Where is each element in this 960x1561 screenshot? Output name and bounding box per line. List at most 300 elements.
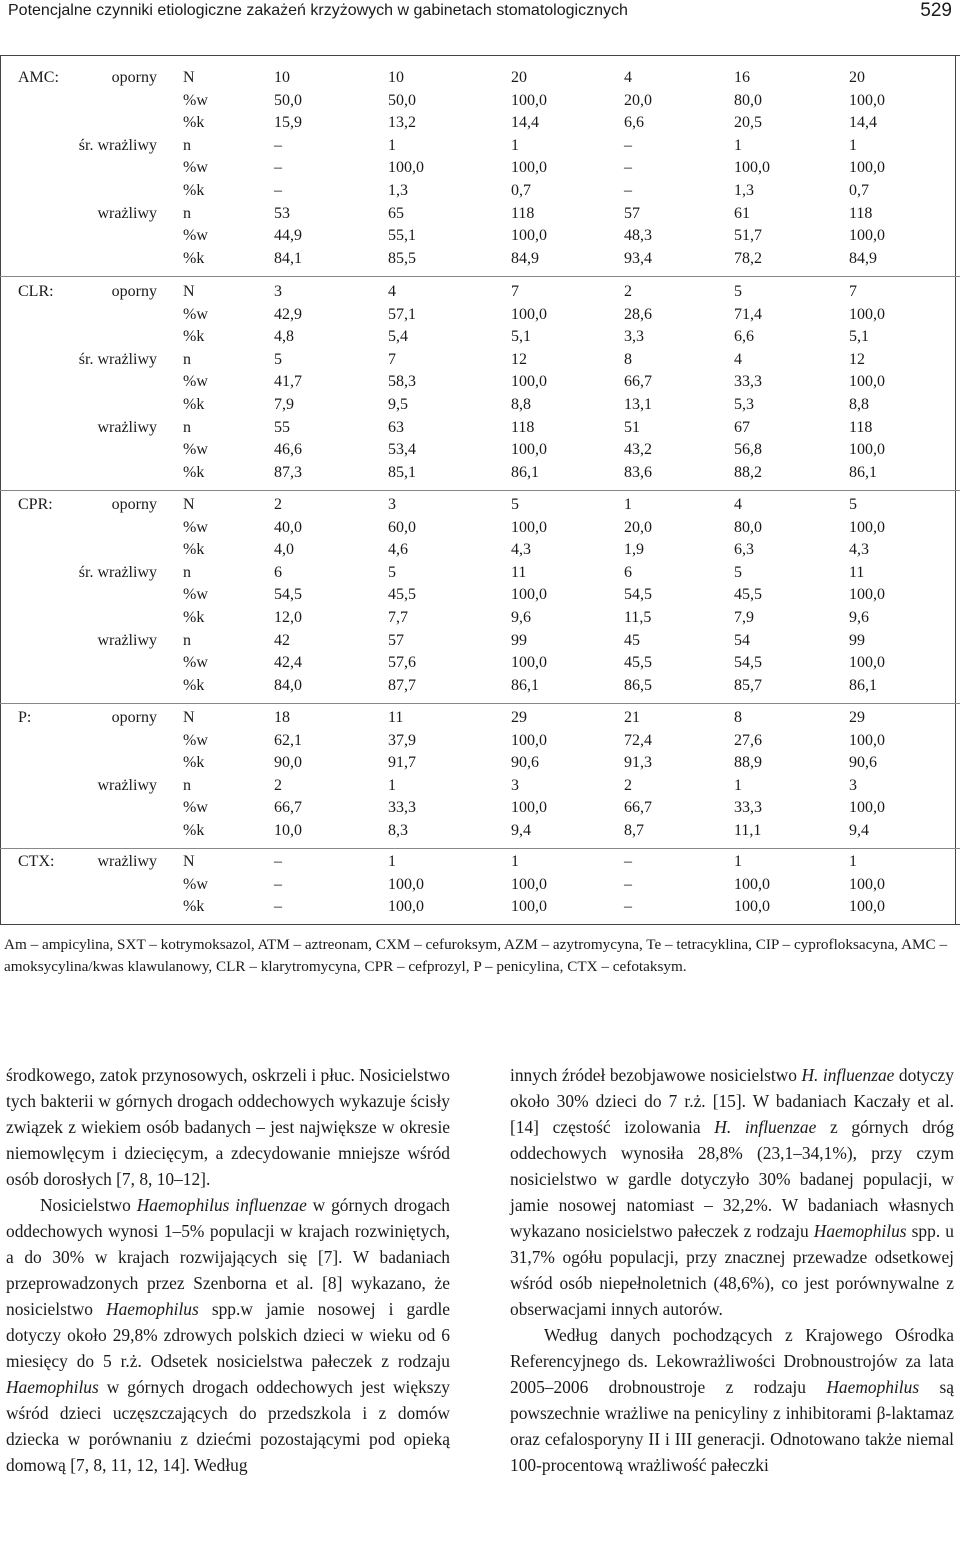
stat-label: %w xyxy=(183,731,208,749)
table-row xyxy=(0,494,960,516)
table-row xyxy=(0,874,960,896)
table-cell: 86,5 xyxy=(624,676,652,694)
table-cell: 100,0 xyxy=(388,898,424,916)
table-cell: 45,5 xyxy=(624,654,652,672)
table-cell: 1 xyxy=(511,136,519,154)
taxon-name: H. influenzae xyxy=(801,1065,895,1085)
table-cell: 15,9 xyxy=(274,114,302,132)
text-run: są powszechnie wrażliwe na penicyliny z inhibitorami β-laktamaz oraz cefalosporyny II i III generacji. Odnotowano także niemal 100-procentową wrażliwość pałeczki xyxy=(510,1377,954,1475)
table-cell: 45,5 xyxy=(388,586,416,604)
table-row xyxy=(0,539,960,561)
sensitivity-label: wrażliwy xyxy=(97,776,157,794)
table-row xyxy=(0,675,960,697)
table-cell: 4,8 xyxy=(274,328,294,346)
sensitivity-label: oporny xyxy=(111,283,157,300)
table-cell: 8 xyxy=(734,709,742,726)
table-cell: 14,4 xyxy=(849,114,877,132)
table-cell: 67 xyxy=(734,418,750,436)
table-cell: 100,0 xyxy=(511,586,547,604)
table-cell: 54,5 xyxy=(624,586,652,604)
table-cell: 100,0 xyxy=(511,227,547,245)
table-cell: 51 xyxy=(624,418,640,436)
left-text-column xyxy=(6,1062,450,1478)
table-cell: – xyxy=(274,136,282,154)
table-row xyxy=(0,112,960,134)
table-row xyxy=(0,797,960,819)
table-cell: 100,0 xyxy=(849,159,885,177)
table-cell: 11 xyxy=(849,563,865,581)
table-cell: 55 xyxy=(274,418,290,436)
table-cell: 80,0 xyxy=(734,91,762,109)
table-cell: 5 xyxy=(734,563,742,581)
antibiotic-label: AMC: xyxy=(18,69,59,86)
table-cell: – xyxy=(624,182,632,199)
paragraph xyxy=(510,1062,954,1322)
table-cell: 100,0 xyxy=(511,654,547,672)
stat-label: n xyxy=(183,136,191,154)
table-row xyxy=(0,417,960,439)
table-cell: 66,7 xyxy=(274,799,302,817)
stat-label: %k xyxy=(183,676,205,694)
table-cell: 65 xyxy=(388,204,404,222)
stat-label: %w xyxy=(183,373,208,391)
table-cell: 100,0 xyxy=(511,518,547,536)
table-cell: 37,9 xyxy=(388,731,416,749)
table-cell: 91,7 xyxy=(388,754,416,772)
stat-label: %w xyxy=(183,518,208,536)
table-cell: 33,3 xyxy=(734,799,762,817)
table-cell: 1 xyxy=(734,776,742,794)
sensitivity-label: oporny xyxy=(111,69,157,86)
table-cell: 100,0 xyxy=(511,91,547,109)
table-cell: 118 xyxy=(849,204,873,222)
table-cell: 5,4 xyxy=(388,328,408,346)
table-cell: 40,0 xyxy=(274,518,302,536)
table-cell: 3,3 xyxy=(624,328,644,346)
table-cell: 1 xyxy=(734,853,742,870)
table-cell: 100,0 xyxy=(849,518,885,536)
stat-label: n xyxy=(183,776,191,794)
table-cell: 28,6 xyxy=(624,305,652,323)
table-row xyxy=(0,304,960,326)
table-cell: 13,1 xyxy=(624,396,652,413)
table-cell: 33,3 xyxy=(388,799,416,817)
stat-label: %w xyxy=(183,91,208,109)
table-cell: 2 xyxy=(274,776,282,794)
table-cell: 100,0 xyxy=(511,373,547,391)
paragraph xyxy=(6,1192,450,1478)
table-cell: 60,0 xyxy=(388,518,416,536)
table-footnote: Am – ampicylina, SXT – kotrymoksazol, ATM – aztreonam, CXM – cefuroksym, AZM – azytromycyna, Te – tetracyklina, CIP – cyprofloksacyna, AMC – amoksycylina/kwas klawulanowy, CLR – klarytromycyna, CPR – cefprozyl, P – penicylina, CTX – cefotaksym. xyxy=(4,936,948,975)
antibiotic-label: CPR: xyxy=(18,496,53,513)
table-cell: 6 xyxy=(274,563,282,581)
table-cell: 9,6 xyxy=(511,609,531,626)
table-cell: 12 xyxy=(511,350,527,368)
table-cell: 85,7 xyxy=(734,676,762,694)
table-cell: 53,4 xyxy=(388,441,416,459)
table-cell: 6,3 xyxy=(734,541,754,559)
table-cell: 2 xyxy=(624,283,632,300)
table-cell: 100,0 xyxy=(849,731,885,749)
table-row xyxy=(0,707,960,729)
table-cell: 11,5 xyxy=(624,609,652,626)
table-cell: 85,5 xyxy=(388,249,416,267)
table-cell: 20,5 xyxy=(734,114,762,132)
table-cell: 9,4 xyxy=(511,822,531,839)
table-row xyxy=(0,248,960,270)
table-cell: 13,2 xyxy=(388,114,416,132)
text-run: innych źródeł bezobjawowe nosicielstwo xyxy=(510,1065,802,1085)
table-cell: 100,0 xyxy=(388,875,424,893)
table-cell: 20,0 xyxy=(624,518,652,536)
table-cell: 100,0 xyxy=(511,731,547,749)
table-cell: – xyxy=(624,853,632,870)
table-cell: 86,1 xyxy=(511,463,539,481)
table-cell: 7 xyxy=(849,283,857,300)
table-cell: 1 xyxy=(388,136,396,154)
table-cell: 9,4 xyxy=(849,822,869,839)
sensitivity-label: wrażliwy xyxy=(97,204,157,222)
table-cell: 11,1 xyxy=(734,822,762,839)
table-cell: 66,7 xyxy=(624,799,652,817)
table-cell: 44,9 xyxy=(274,227,302,245)
table-cell: – xyxy=(624,898,632,916)
table-cell: 1 xyxy=(849,853,857,870)
table-cell: 61 xyxy=(734,204,750,222)
table-cell: 86,1 xyxy=(849,676,877,694)
taxon-name: Haemophilus xyxy=(6,1377,99,1397)
table-row xyxy=(0,462,960,484)
table-row xyxy=(0,439,960,461)
table-cell: 66,7 xyxy=(624,373,652,391)
taxon-name: H. influenzae xyxy=(714,1117,817,1137)
sensitivity-label: oporny xyxy=(111,709,157,726)
table-cell: 18 xyxy=(274,709,290,726)
table-cell: 46,6 xyxy=(274,441,302,459)
table-cell: 9,6 xyxy=(849,609,869,626)
stat-label: %k xyxy=(183,898,205,916)
table-cell: 1 xyxy=(511,853,519,870)
table-cell: 0,7 xyxy=(849,182,869,199)
table-cell: 118 xyxy=(849,418,873,436)
table-cell: 10,0 xyxy=(274,822,302,839)
table-cell: 100,0 xyxy=(511,159,547,177)
table-cell: 5 xyxy=(388,563,396,581)
table-cell: 0,7 xyxy=(511,182,531,199)
table-cell: 88,2 xyxy=(734,463,762,481)
page-number: 529 xyxy=(920,0,952,21)
table-cell: 3 xyxy=(274,283,282,300)
stat-label: n xyxy=(183,350,191,368)
table-cell: 84,9 xyxy=(511,249,539,267)
table-cell: 57 xyxy=(388,631,404,649)
table-cell: 21 xyxy=(624,709,640,726)
table-cell: 99 xyxy=(849,631,865,649)
table-cell: 7,7 xyxy=(388,609,408,626)
table-cell: 5,1 xyxy=(511,328,531,346)
table-cell: 84,0 xyxy=(274,676,302,694)
stat-label: %w xyxy=(183,875,208,893)
table-row xyxy=(0,820,960,842)
table-cell: 87,7 xyxy=(388,676,416,694)
sensitivity-label: śr. wrażliwy xyxy=(78,563,157,581)
stat-label: %k xyxy=(183,114,205,132)
table-cell: 3 xyxy=(849,776,857,794)
table-cell: 100,0 xyxy=(849,91,885,109)
table-cell: 2 xyxy=(274,496,282,513)
table-cell: 7,9 xyxy=(734,609,754,626)
table-row xyxy=(0,326,960,348)
table-row xyxy=(0,349,960,371)
table-cell: 14,4 xyxy=(511,114,539,132)
table-row xyxy=(0,157,960,179)
stat-label: N xyxy=(183,709,195,726)
table-cell: 100,0 xyxy=(511,875,547,893)
table-cell: 1,3 xyxy=(388,182,408,199)
stat-label: n xyxy=(183,204,191,222)
table-cell: 63 xyxy=(388,418,404,436)
table-row xyxy=(0,652,960,674)
table-cell: 100,0 xyxy=(849,654,885,672)
taxon-name: Haemophilus xyxy=(826,1377,920,1397)
table-cell: 100,0 xyxy=(849,586,885,604)
table-cell: 84,1 xyxy=(274,249,302,267)
table-cell: 87,3 xyxy=(274,463,302,481)
table-cell: – xyxy=(274,159,282,177)
table-cell: 57 xyxy=(624,204,640,222)
table-cell: 78,2 xyxy=(734,249,762,267)
stat-label: %w xyxy=(183,441,208,459)
table-cell: 57,1 xyxy=(388,305,416,323)
table-cell: 48,3 xyxy=(624,227,652,245)
table-row xyxy=(0,203,960,225)
table-cell: 90,0 xyxy=(274,754,302,772)
stat-label: n xyxy=(183,418,191,436)
table-row xyxy=(0,630,960,652)
table-cell: 4 xyxy=(734,350,742,368)
text-run: w górnych drogach oddechowych wynosi 1–5% populacji w krajach rozwiniętych, a do 30% w krajach rozwijających się [7]. W badaniach przeprowadzonych przez Szenborna et al. [8] wykazano, że nosicielstwo xyxy=(6,1195,450,1319)
stat-label: N xyxy=(183,69,195,86)
table-cell: 100,0 xyxy=(849,441,885,459)
stat-label: %w xyxy=(183,159,208,177)
stat-label: %w xyxy=(183,305,208,323)
table-cell: 9,5 xyxy=(388,396,408,413)
table-row xyxy=(0,607,960,629)
table-row xyxy=(0,90,960,112)
table-cell: 8 xyxy=(624,350,632,368)
table-cell: 80,0 xyxy=(734,518,762,536)
table-cell: 5 xyxy=(511,496,519,513)
table-row xyxy=(0,371,960,393)
table-cell: 56,8 xyxy=(734,441,762,459)
table-cell: 45 xyxy=(624,631,640,649)
table-cell: 1,3 xyxy=(734,182,754,199)
table-cell: 3 xyxy=(388,496,396,513)
text-run: w górnych drogach oddechowych jest większy wśród dzieci uczęszczających do przedszkola i z domów dziecka w porównaniu z dziećmi pozostającymi pod opieką domową [7, 8, 11, 12, 14]. Według xyxy=(6,1377,450,1475)
stat-label: %k xyxy=(183,396,205,413)
table-cell: 8,7 xyxy=(624,822,644,839)
table-cell: 100,0 xyxy=(511,305,547,323)
table-cell: 54 xyxy=(734,631,750,649)
table-cell: 100,0 xyxy=(849,305,885,323)
right-text-column xyxy=(510,1062,954,1478)
table-cell: 43,2 xyxy=(624,441,652,459)
table-cell: 10 xyxy=(388,69,404,86)
table-cell: 54,5 xyxy=(274,586,302,604)
sensitivity-label: oporny xyxy=(111,496,157,513)
table-cell: 3 xyxy=(511,776,519,794)
table-row xyxy=(0,281,960,303)
table-cell: 20 xyxy=(849,69,865,86)
antibiotic-label: P: xyxy=(18,709,32,726)
table-cell: 41,7 xyxy=(274,373,302,391)
table-cell: 100,0 xyxy=(511,799,547,817)
table-cell: 55,1 xyxy=(388,227,416,245)
taxon-name: Haemophilus xyxy=(106,1299,199,1319)
table-cell: 62,1 xyxy=(274,731,302,749)
table-cell: 86,1 xyxy=(511,676,539,694)
table-cell: 5 xyxy=(274,350,282,368)
stat-label: n xyxy=(183,631,191,649)
table-row xyxy=(0,584,960,606)
table-cell: 118 xyxy=(511,204,535,222)
table-cell: 8,8 xyxy=(849,396,869,413)
table-cell: 10 xyxy=(274,69,290,86)
table-cell: 4 xyxy=(734,496,742,513)
table-cell: 1 xyxy=(388,776,396,794)
table-cell: 4,3 xyxy=(511,541,531,559)
table-cell: 100,0 xyxy=(734,159,770,177)
table-cell: 7 xyxy=(388,350,396,368)
table-cell: 54,5 xyxy=(734,654,762,672)
stat-label: %w xyxy=(183,586,208,604)
table-cell: 1 xyxy=(849,136,857,154)
table-cell: 100,0 xyxy=(388,159,424,177)
table-cell: 42 xyxy=(274,631,290,649)
table-cell: 83,6 xyxy=(624,463,652,481)
table-cell: 118 xyxy=(511,418,535,436)
table-cell: 7,9 xyxy=(274,396,294,413)
text-run: Nosicielstwo xyxy=(40,1195,137,1215)
table-cell: 5 xyxy=(734,283,742,300)
table-cell: 1 xyxy=(624,496,632,513)
stat-label: %w xyxy=(183,654,208,672)
stat-label: %k xyxy=(183,249,205,267)
stat-label: %k xyxy=(183,463,205,481)
table-cell: 90,6 xyxy=(511,754,539,772)
table-cell: 12,0 xyxy=(274,609,302,626)
table-cell: 29 xyxy=(849,709,865,726)
stat-label: %k xyxy=(183,822,205,839)
sensitivity-label: wrażliwy xyxy=(97,418,157,436)
table-row xyxy=(0,562,960,584)
table-row xyxy=(0,517,960,539)
table-cell: 4 xyxy=(624,69,632,86)
table-cell: 42,4 xyxy=(274,654,302,672)
table-cell: 100,0 xyxy=(849,227,885,245)
table-cell: 20,0 xyxy=(624,91,652,109)
table-cell: 5 xyxy=(849,496,857,513)
table-row xyxy=(0,180,960,202)
table-cell: 4,3 xyxy=(849,541,869,559)
text-run: Według danych pochodzących z Krajowego Ośrodka Referencyjnego ds. Lekowrażliwości Drobnoustrojów za lata 2005–2006 drobnoustroje z rodzaju xyxy=(510,1325,954,1397)
table-cell: 93,4 xyxy=(624,249,652,267)
table-row xyxy=(0,896,960,918)
table-cell: – xyxy=(624,159,632,177)
table-cell: – xyxy=(274,875,282,893)
table-cell: 8,3 xyxy=(388,822,408,839)
text-run: dotyczy około 30% dzieci do 7 r.ż. [15]. W badaniach Kaczały et al. [14] częstość izolowania xyxy=(510,1065,954,1137)
stat-label: n xyxy=(183,563,191,581)
table-cell: 6,6 xyxy=(734,328,754,346)
sensitivity-label: śr. wrażliwy xyxy=(78,136,157,154)
table-cell: 4,6 xyxy=(388,541,408,559)
table-cell: – xyxy=(624,136,632,154)
table-cell: 33,3 xyxy=(734,373,762,391)
table-row xyxy=(0,752,960,774)
table-cell: 42,9 xyxy=(274,305,302,323)
table-cell: 51,7 xyxy=(734,227,762,245)
table-cell: 100,0 xyxy=(734,875,770,893)
table-cell: 8,8 xyxy=(511,396,531,413)
table-row xyxy=(0,67,960,89)
table-cell: 100,0 xyxy=(849,799,885,817)
text-run: z górnych dróg oddechowych wynosiła 28,8% (23,1–34,1%), przy czym nosicielstwo w gardle dotyczyło 30% badanej populacji, w jamie nosowej natomiast – 32,2%. W badaniach własnych wykazano nosicielstwo pałeczek z rodzaju xyxy=(510,1117,954,1241)
table-cell: 12 xyxy=(849,350,865,368)
table-cell: 6 xyxy=(624,563,632,581)
table-row xyxy=(0,775,960,797)
stat-label: N xyxy=(183,853,195,870)
stat-label: %k xyxy=(183,541,205,559)
table-row xyxy=(0,730,960,752)
table-cell: 5,3 xyxy=(734,396,754,413)
stat-label: %k xyxy=(183,328,205,346)
table-cell: 85,1 xyxy=(388,463,416,481)
stat-label: %k xyxy=(183,609,205,626)
stat-label: N xyxy=(183,283,195,300)
table-row xyxy=(0,225,960,247)
stat-label: %k xyxy=(183,754,205,772)
table-cell: – xyxy=(274,853,282,870)
paragraph xyxy=(510,1322,954,1478)
text-run: spp. u 31,7% ogółu populacji, przy znacznej przewadze odsetkowej wśród osób niepełnoletnich (48,6%), co jest porównywalne z obserwacjami innych autorów. xyxy=(510,1221,954,1319)
table-cell: 4 xyxy=(388,283,396,300)
table-cell: 99 xyxy=(511,631,527,649)
table-cell: 5,1 xyxy=(849,328,869,346)
taxon-name: Haemophilus influenzae xyxy=(136,1195,307,1215)
table-row xyxy=(0,135,960,157)
table-cell: 100,0 xyxy=(849,898,885,916)
table-cell: 86,1 xyxy=(849,463,877,481)
table-cell: 6,6 xyxy=(624,114,644,132)
table-cell: 88,9 xyxy=(734,754,762,772)
text-run: spp.w jamie nosowej i gardle dotyczy około 29,8% zdrowych polskich dzieci w wieku od 6 miesięcy do 5 r.ż. Odsetek nosicielstwa pałeczek z rodzaju xyxy=(6,1299,450,1371)
table-cell: 72,4 xyxy=(624,731,652,749)
table-cell: 100,0 xyxy=(511,441,547,459)
table-cell: 50,0 xyxy=(388,91,416,109)
table-cell: 1 xyxy=(734,136,742,154)
stat-label: %w xyxy=(183,799,208,817)
table-cell: 57,6 xyxy=(388,654,416,672)
table-cell: 7 xyxy=(511,283,519,300)
sensitivity-label: śr. wrażliwy xyxy=(78,350,157,368)
running-title: Potencjalne czynniki etiologiczne zakażeń krzyżowych w gabinetach stomatologicznych xyxy=(8,2,628,19)
table-cell: 20 xyxy=(511,69,527,86)
paragraph: środkowego, zatok przynosowych, oskrzeli i płuc. Nosicielstwo tych bakterii w górnych drogach oddechowych wykazuje ścisły związek z wiekiem osób badanych – jest największe w okresie niemowlęcym i dziecięcym, a zdecydowanie mniejsze wśród osób dorosłych [7, 8, 10–12]. xyxy=(6,1065,450,1189)
stat-label: %w xyxy=(183,227,208,245)
table-cell: 91,3 xyxy=(624,754,652,772)
table-row xyxy=(0,851,960,873)
